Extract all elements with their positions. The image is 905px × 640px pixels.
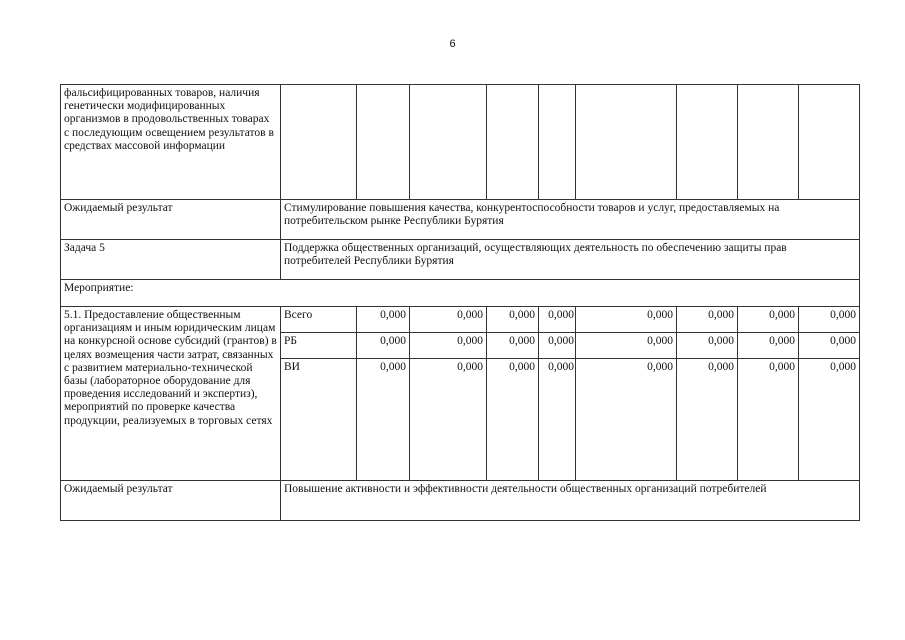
- value-cell: 0,000: [539, 307, 576, 333]
- program-table: [60, 84, 860, 521]
- empty-cell: [539, 85, 576, 200]
- source-label: Всего: [281, 307, 357, 333]
- empty-cell: [799, 85, 860, 200]
- value-cell: 0,000: [677, 333, 738, 359]
- value-cell: 0,000: [487, 359, 539, 481]
- expected-result-label: Ожидаемый результат: [61, 481, 281, 521]
- source-label: РБ: [281, 333, 357, 359]
- value-cell: 0,000: [799, 359, 860, 481]
- measure-description-cell: фальсифицированных товаров, наличия генетически модифицированных организмов в продовольственных товарах с последующим освещением результатов в средствах массовой информации: [61, 85, 281, 200]
- value-cell: 0,000: [357, 359, 410, 481]
- task-label: Задача 5: [61, 240, 281, 280]
- value-cell: 0,000: [677, 359, 738, 481]
- empty-cell: [738, 85, 799, 200]
- value-cell: 0,000: [357, 333, 410, 359]
- value-cell: 0,000: [799, 333, 860, 359]
- value-cell: 0,000: [738, 359, 799, 481]
- value-cell: 0,000: [738, 333, 799, 359]
- table-row: [61, 307, 860, 333]
- value-cell: 0,000: [539, 333, 576, 359]
- empty-cell: [487, 85, 539, 200]
- value-cell: 0,000: [799, 307, 860, 333]
- value-cell: 0,000: [410, 359, 487, 481]
- expected-result-text: Повышение активности и эффективности деятельности общественных организаций потребителей: [281, 481, 860, 521]
- empty-cell: [281, 85, 357, 200]
- task-text: Поддержка общественных организаций, осуществляющих деятельность по обеспечению защиты прав потребителей Республики Бурятия: [281, 240, 860, 280]
- value-cell: 0,000: [576, 333, 677, 359]
- value-cell: 0,000: [576, 359, 677, 481]
- value-cell: 0,000: [539, 359, 576, 481]
- table-row-expected-result: [61, 481, 860, 521]
- measure-title: 5.1. Предоставление общественным организациям и иным юридическим лицам на конкурсной основе субсидий (грантов) в целях возмещения части затрат, связанных с развитием материально-технической базы (лабораторное оборудование для проведения исследований и экспертиз), мероприятий по проверке качества продукции, реализуемых в торговых сетях: [61, 307, 281, 481]
- value-cell: 0,000: [410, 333, 487, 359]
- value-cell: 0,000: [487, 307, 539, 333]
- empty-cell: [410, 85, 487, 200]
- value-cell: 0,000: [357, 307, 410, 333]
- value-cell: 0,000: [576, 307, 677, 333]
- expected-result-label: Ожидаемый результат: [61, 200, 281, 240]
- page-number: 6: [449, 38, 456, 50]
- table-row-continuation: [61, 85, 860, 200]
- empty-cell: [357, 85, 410, 200]
- expected-result-text: Стимулирование повышения качества, конкурентоспособности товаров и услуг, предоставляемых на потребительском рынке Республики Бурятия: [281, 200, 860, 240]
- table-row-task: [61, 240, 860, 280]
- value-cell: 0,000: [738, 307, 799, 333]
- source-label: ВИ: [281, 359, 357, 481]
- measure-label: Мероприятие:: [61, 280, 860, 307]
- table-row-expected-result: [61, 200, 860, 240]
- value-cell: 0,000: [677, 307, 738, 333]
- value-cell: 0,000: [410, 307, 487, 333]
- empty-cell: [677, 85, 738, 200]
- table-row-measure-header: [61, 280, 860, 307]
- empty-cell: [576, 85, 677, 200]
- value-cell: 0,000: [487, 333, 539, 359]
